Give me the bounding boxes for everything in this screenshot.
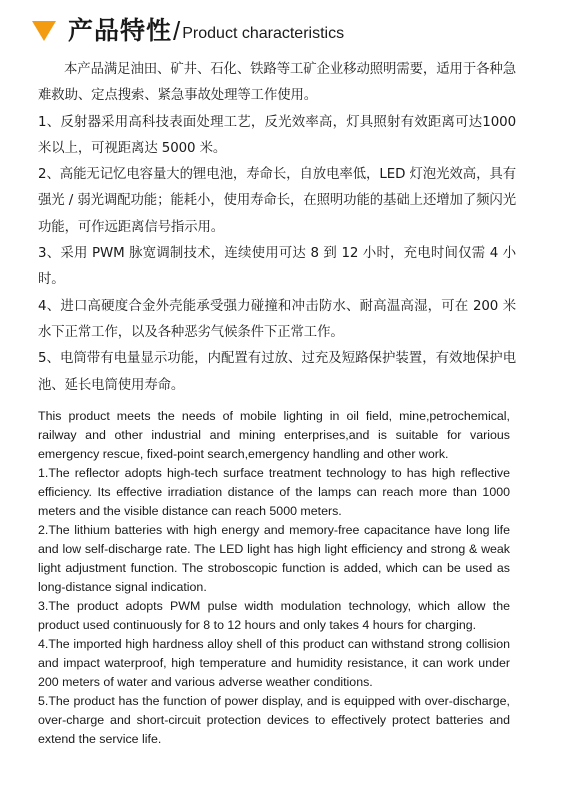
- chinese-item-5: 5、电筒带有电量显示功能，内配置有过放、过充及短路保护装置，有效地保护电池、延长电筒使用寿命。: [38, 351, 516, 393]
- english-intro: This product meets the needs of mobile lighting in oil field, mine,petrochemical, railway and other industrial and mining enterprises,and is suitable for various emergency rescue, fixed-point search,emergency handling and other work.: [38, 409, 510, 461]
- triangle-down-icon: [32, 21, 56, 41]
- english-item-3: 3.The product adopts PWM pulse width modulation technology, which allow the product used continuously for 8 to 12 hours and only takes 4 hours for charging.: [38, 599, 510, 632]
- english-item-1: 1.The reflector adopts high-tech surface treatment technology to has high reflective efficiency. Its effective irradiation distance of the lamps can reach more than 1000 meters and the visible distance can reach 5000 meters.: [38, 466, 510, 518]
- english-item-2: 2.The lithium batteries with high energy and memory-free capacitance have long life and low self-discharge rate. The LED light has high light efficiency and strong & weak light adjustment function. The stroboscopic function is added, which can be used as long-distance signal indication.: [38, 523, 510, 594]
- english-item-5: 5.The product has the function of power display, and is equipped with over-discharge, over-charge and short-circuit protection devices to effectively protect batteries and extend the service life.: [38, 694, 510, 746]
- title-english: Product characteristics: [182, 25, 345, 42]
- chinese-description: [38, 57, 516, 399]
- chinese-item-4: 4、进口高硬度合金外壳能承受强力碰撞和冲击防水、耐高温高湿，可在 200 米水下正常工作，以及各种恶劣气候条件下正常工作。: [38, 298, 516, 340]
- title-chinese: 产品特性: [68, 16, 173, 45]
- chinese-item-2: 2、高能无记忆电容量大的锂电池，寿命长，自放电率低，LED 灯泡光效高，具有强光 / 弱光调配功能；能耗小，使用寿命长，在照明功能的基础上还增加了频闪光功能，可作远距离信号指示用。: [38, 167, 516, 235]
- english-item-4: 4.The imported high hardness alloy shell of this product can withstand strong collision and impact waterproof, high temperature and humidity resistance, it can work under 200 meters of water and various adverse weather conditions.: [38, 637, 510, 689]
- section-header: [32, 14, 344, 46]
- title-separator: /: [173, 16, 181, 46]
- english-description: [38, 407, 510, 749]
- chinese-item-1: 1、反射器采用高科技表面处理工艺，反光效率高，灯具照射有效距离可达1000 米以上，可视距离达 5000 米。: [38, 114, 516, 156]
- chinese-item-3: 3、采用 PWM 脉宽调制技术，连续使用可达 8 到 12 小时，充电时间仅需 4 小时。: [38, 246, 516, 288]
- chinese-intro: 本产品满足油田、矿井、石化、铁路等工矿企业移动照明需要，适用于各种急难救助、定点搜索、紧急事故处理等工作使用。: [38, 62, 516, 104]
